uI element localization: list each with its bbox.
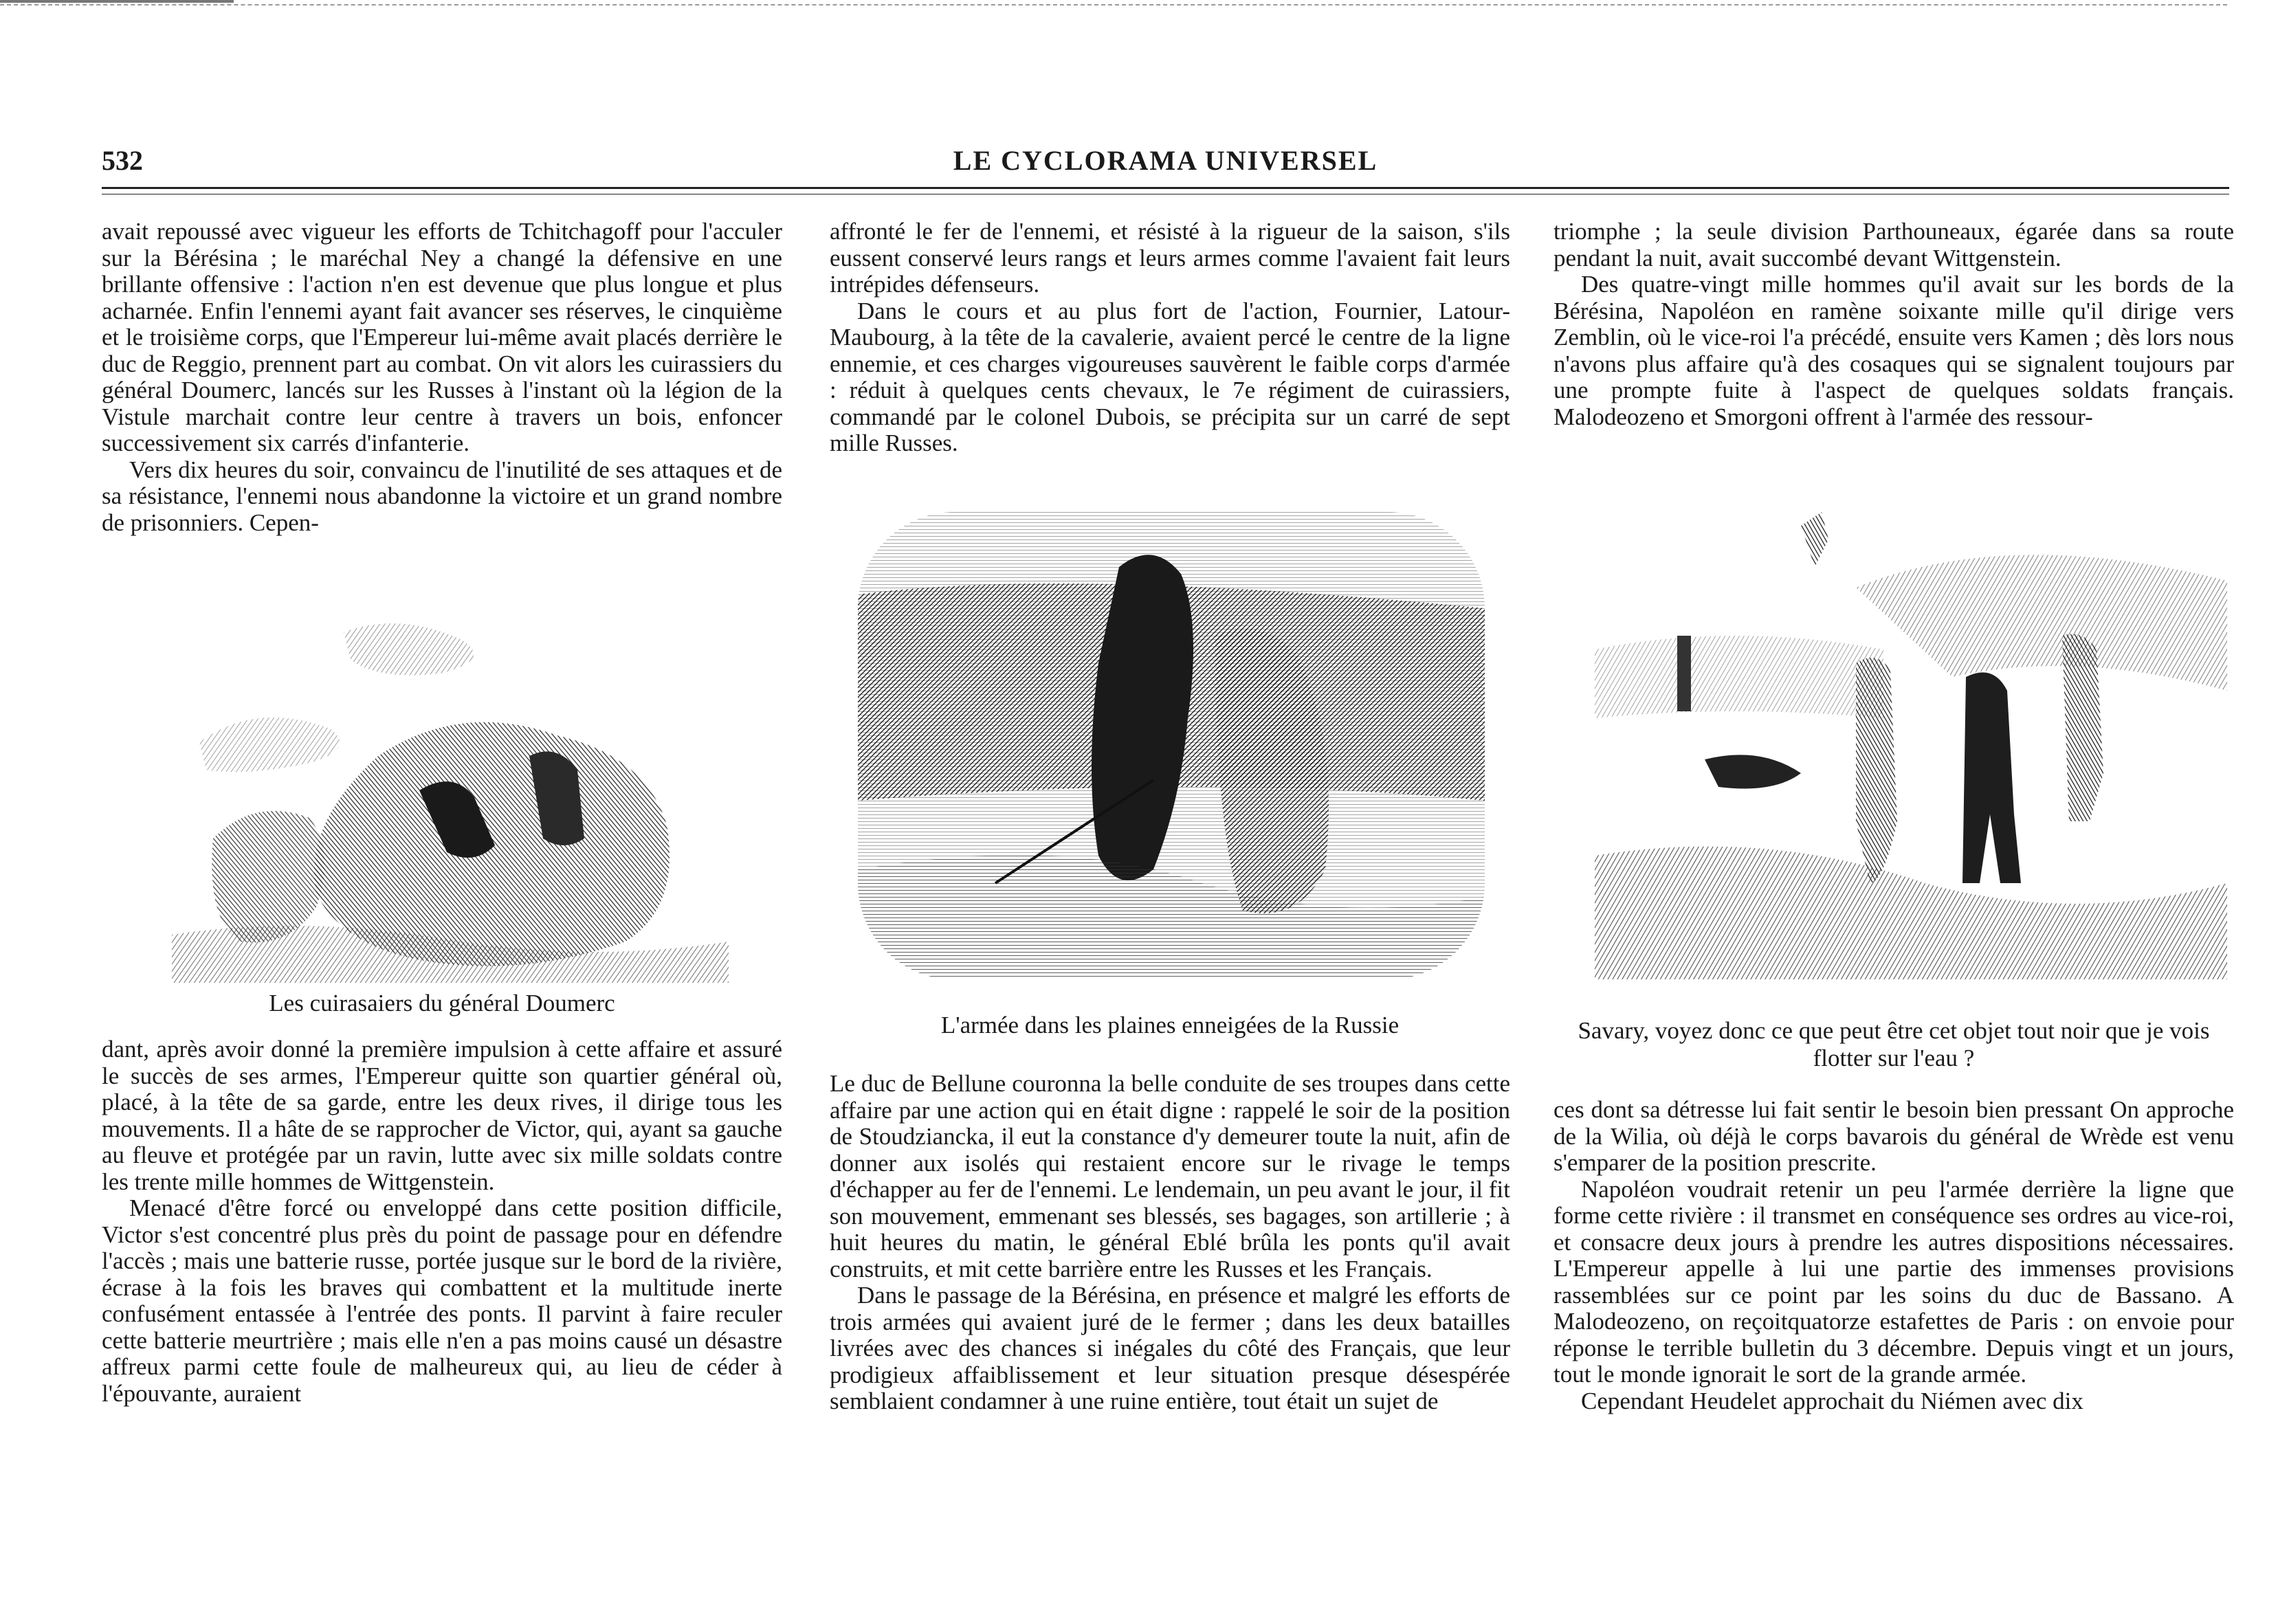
column-2-bottom [830,1071,1510,1415]
paragraph: Vers dix heures du soir, convaincu de l'inutilité de ses attaques et de sa résistance, l'ennemi nous abandonne la victoire et un grand nombre de prisonniers. Cepen- [102,456,782,536]
header-rule-thick [102,187,2229,189]
paragraph: dant, après avoir donné la première impulsion à cette affaire et assuré le succès de ses armes, l'Empereur quitte son quartier général où, placé, à la tête de sa garde, entre les deux rives, il dirige tous les mouvements. Il a hâte de se rapprocher de Victor, qui, ayant sa gauche au fleuve et protégée par un ravin, lutte avec six mille soldats contre les trente mille hommes de Wittgenstein. [102,1036,782,1195]
engraving-napoleon-savary [1595,498,2227,979]
paragraph: triomphe ; la seule division Parthouneaux, égarée dans sa route pendant la nuit, avait succombé devant Wittgenstein. [1553,218,2234,271]
column-1-bottom [102,1036,782,1407]
paragraph: Le duc de Bellune couronna la belle conduite de ses troupes dans cette affaire par une action qui en était digne : rappelé le soir de la position de Stoudziancka, il eut la constance d'y demeurer toute la nuit, afin de donner aux isolés qui restaient encore sur le rivage le temps d'échapper au fer de l'ennemi. Le lendemain, un peu avant le jour, il fit son mouvement, emmenant ses blessés, ses bagages, son artillerie ; à huit heures du matin, le général Eblé brûla les ponts qu'il avait construits, et mit cette barrière entre les Russes et les Français. [830,1070,1510,1282]
engraving-snow-army [858,512,1485,979]
paragraph: ces dont sa détresse lui fait sentir le besoin bien pressant On approche de la Wilia, où déjà le corps bavarois du général de Wrède est venu s'emparer de la position prescrite. [1553,1096,2234,1176]
illustration-snow-army [858,512,1485,979]
paragraph: Cependant Heudelet approchait du Niémen avec dix [1581,1387,2083,1414]
top-edge-mark [0,0,234,3]
illustration-cuirassiers [172,619,729,983]
paragraph: affronté le fer de l'ennemi, et résisté à la rigueur de la saison, s'ils eussent conservé leurs rangs et leurs armes comme l'avaient fait leurs intrépides défenseurs. [830,218,1510,298]
paragraph: Dans le cours et au plus fort de l'action, Fournier, Latour-Maubourg, à la tête de la cavalerie, avaient percé le centre de la ligne ennemie, et ces charges vigoureuses sauvèrent le faible corps d'armée : réduit à quelques cents chevaux, le 7e régiment de cuirassiers, commandé par le colonel Dubois, se précipita sur un carré de sept mille Russes. [830,297,1510,456]
column-1-top [102,219,782,536]
paragraph: Dans le passage de la Bérésina, en présence et malgré les efforts de trois armées qui avaient juré de le fermer ; dans les deux batailles livrées avec des chances si inégales du côté des Français, que leur prodigieux affaiblissement et leur situation presque désespérée semblaient condamner à une ruine entière, tout était un sujet de [830,1282,1510,1414]
caption-napoleon-savary: Savary, voyez donc ce que peut être cet objet tout noir que je vois flotter sur l'eau ? [1578,1017,2210,1071]
engraving-cuirassiers [172,619,729,983]
column-3-bottom [1553,1097,2234,1414]
illustration-napoleon-savary [1595,498,2227,979]
running-title: LE CYCLORAMA UNIVERSEL [953,145,1378,176]
column-3-top [1553,219,2234,430]
top-dashed-rule [0,4,2227,5]
caption-snow-army: L'armée dans les plaines enneigées de la Russie [940,1012,1400,1038]
page-header [102,144,2229,186]
page-number: 532 [102,145,143,176]
paragraph: Menacé d'être forcé ou enveloppé dans cette position difficile, Victor s'est concentré plus près du point de passage pour en défendre l'accès ; mais une batterie russe, portée jusque sur le bord de la rivière, écrase à la fois les braves qui combattent et la multitude inerte confusément entassée à l'entrée des ponts. Il parvint à faire reculer cette batterie meurtrière ; mais elle n'en a pas moins causé un désastre affreux parmi cette foule de malheureux qui, au lieu de céder à l'épouvante, auraient [102,1194,782,1407]
paragraph: avait repoussé avec vigueur les efforts de Tchitchagoff pour l'acculer sur la Bérésina ; le maréchal Ney a changé la défensive en une brillante offensive : l'action n'en est devenue que plus longue et plus acharnée. Enfin l'ennemi ayant fait avancer ses réserves, le cinquième et le troisième corps, que l'Empereur lui-même avait placés derrière le duc de Reggio, prennent part au combat. On vit alors les cuirassiers du général Doumerc, lancés sur les Russes à l'instant où la légion de la Vistule marchait contre leur centre à travers un bois, enfoncer successivement six carrés d'infanterie. [102,218,782,456]
paragraph: Des quatre-vingt mille hommes qu'il avait sur les bords de la Bérésina, Napoléon en ramène soixante mille qu'il dirige vers Zemblin, où le vice-roi l'a précédé, ensuite vers Kamen ; dès lors nous n'avons plus affaire qu'à des cosaques qui se signalent toujours par une prompte fuite à l'aspect de quelques soldats français. Malodeozeno et Smorgoni offrent à l'armée des ressour- [1553,271,2234,430]
column-2-top [830,219,1510,457]
paragraph: Napoléon voudrait retenir un peu l'armée derrière la ligne que forme cette rivière : il transmet en conséquence ses ordres au vice-roi, et consacre deux jours à prendre les autres dispositions nécessaires. L'Empereur appelle à lui une partie des immenses provisions rassemblées sur ce point par les soins du duc de Bassano. A Malodeozeno, on reçoitquatorze estafettes de Paris : on envoie pour réponse le terrible bulletin du 3 décembre. Depuis vingt et un jours, tout le monde ignorait le sort de la grande armée. [1553,1175,2234,1388]
caption-cuirassiers: Les cuirasaiers du général Doumerc [269,990,615,1016]
